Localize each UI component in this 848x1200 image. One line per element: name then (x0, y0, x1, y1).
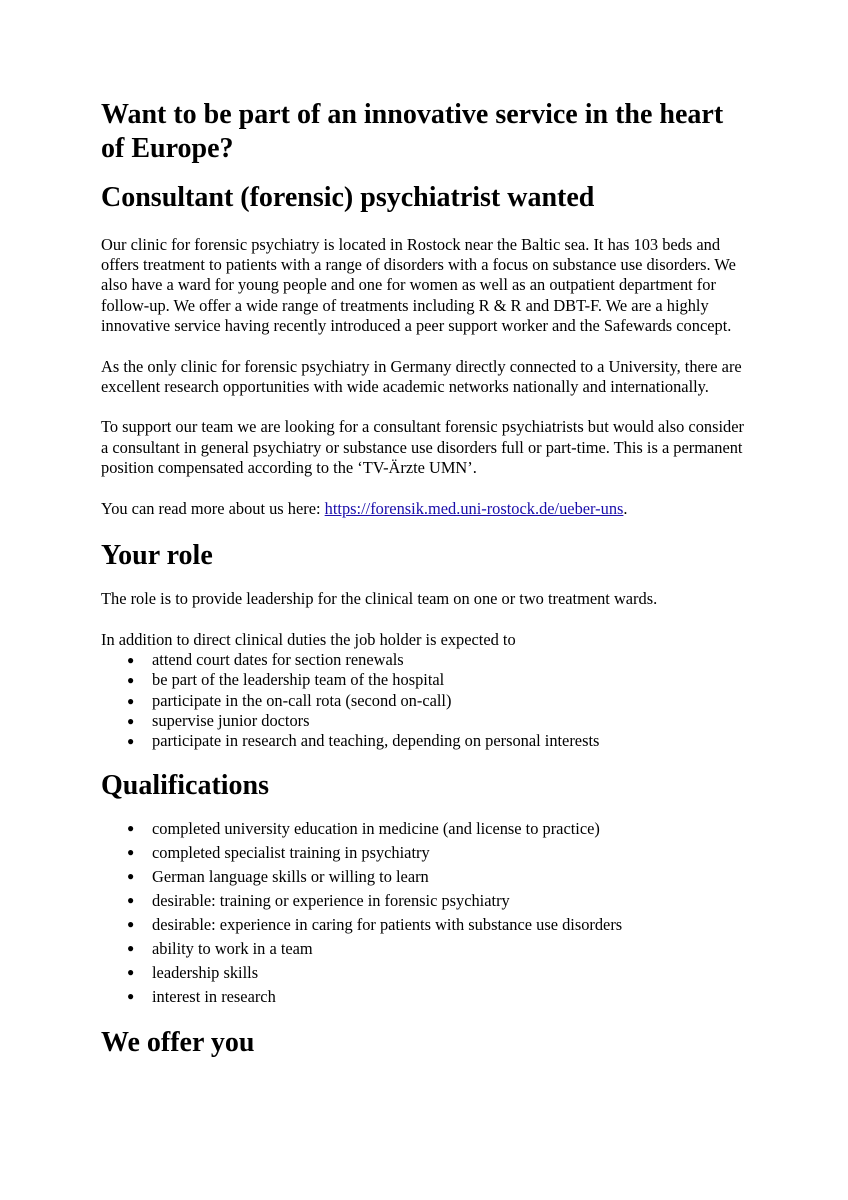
intro-paragraph-2: As the only clinic for forensic psychiatry in Germany directly connected to a University, there are excellent research opportunities with wide academic networks nationally and internationally. (101, 356, 742, 396)
list-item (127, 711, 748, 731)
list-item-text: desirable: training or experience in forensic psychiatry (152, 890, 510, 910)
list-item-text: be part of the leadership team of the hospital (152, 670, 445, 690)
bullet-dot-icon: ● (127, 673, 135, 688)
intro-paragraph-3: To support our team we are looking for a consultant forensic psychiatrists but would also consider a consultant in general psychiatry or substance use disorders full or part-time. This is a permanent position compensated according to the ‘TV-Ärzte UMN’. (101, 417, 744, 477)
role-paragraph: The role is to provide leadership for the clinical team on one or two treatment wards. (101, 589, 658, 609)
list-item-text: interest in research (152, 986, 276, 1006)
role-duties-list (101, 650, 748, 751)
bullet-dot-icon: ● (127, 892, 135, 907)
bullet-dot-icon: ● (127, 693, 135, 708)
intro-more-info (101, 499, 748, 519)
bullet-dot-icon: ● (127, 733, 135, 748)
list-item (127, 670, 748, 690)
intro-paragraph-1: Our clinic for forensic psychiatry is located in Rostock near the Baltic sea. It has 103 beds and offers treatment to patients with a range of disorders with a focus on substance use disorders. We also have a ward for young people and one for women as well as an outpatient department for follow-up. We offer a wide range of treatments including R & R and DBT-F. We are a highly innovative service having recently introduced a peer support worker and the Safewards concept. (101, 235, 736, 335)
page-subtitle: Consultant (forensic) psychiatrist wanted (101, 182, 595, 213)
list-item-text: attend court dates for section renewals (152, 650, 404, 670)
role-heading: Your role (101, 540, 213, 572)
bullet-dot-icon: ● (127, 988, 135, 1003)
bullet-dot-icon: ● (127, 964, 135, 979)
list-item-text: German language skills or willing to learn (152, 866, 429, 886)
offer-heading: We offer you (101, 1027, 255, 1059)
list-item (127, 889, 748, 913)
list-item (127, 961, 748, 985)
website-link[interactable]: https://forensik.med.uni-rostock.de/ueber-uns (324, 498, 624, 518)
qualifications-list (101, 817, 748, 1008)
list-item (127, 841, 748, 865)
list-item (127, 985, 748, 1009)
list-item (127, 650, 748, 670)
list-item-text: participate in the on-call rota (second on-call) (152, 690, 452, 710)
list-item (127, 691, 748, 711)
list-item (127, 731, 748, 751)
more-info-suffix: . (623, 498, 628, 518)
bullet-dot-icon: ● (127, 713, 135, 728)
list-item-text: participate in research and teaching, depending on personal interests (152, 730, 600, 750)
list-item-text: completed university education in medicine (and license to practice) (152, 819, 600, 839)
list-item (127, 817, 748, 841)
bullet-dot-icon: ● (127, 845, 135, 860)
bullet-dot-icon: ● (127, 653, 135, 668)
bullet-dot-icon: ● (127, 821, 135, 836)
role-lead-in: In addition to direct clinical duties the job holder is expected to (101, 629, 516, 649)
list-item-text: supervise junior doctors (152, 710, 310, 730)
list-item (127, 937, 748, 961)
list-item-text: leadership skills (152, 962, 259, 982)
qualifications-heading: Qualifications (101, 770, 270, 802)
page-title: Want to be part of an innovative service in the heart of Europe? (101, 99, 724, 164)
bullet-dot-icon: ● (127, 916, 135, 931)
list-item (127, 865, 748, 889)
list-item (127, 913, 748, 937)
list-item-text: ability to work in a team (152, 938, 313, 958)
bullet-dot-icon: ● (127, 940, 135, 955)
more-info-prefix: You can read more about us here: (101, 498, 325, 518)
list-item-text: completed specialist training in psychiatry (152, 843, 430, 863)
bullet-dot-icon: ● (127, 868, 135, 883)
list-item-text: desirable: experience in caring for patients with substance use disorders (152, 914, 623, 934)
